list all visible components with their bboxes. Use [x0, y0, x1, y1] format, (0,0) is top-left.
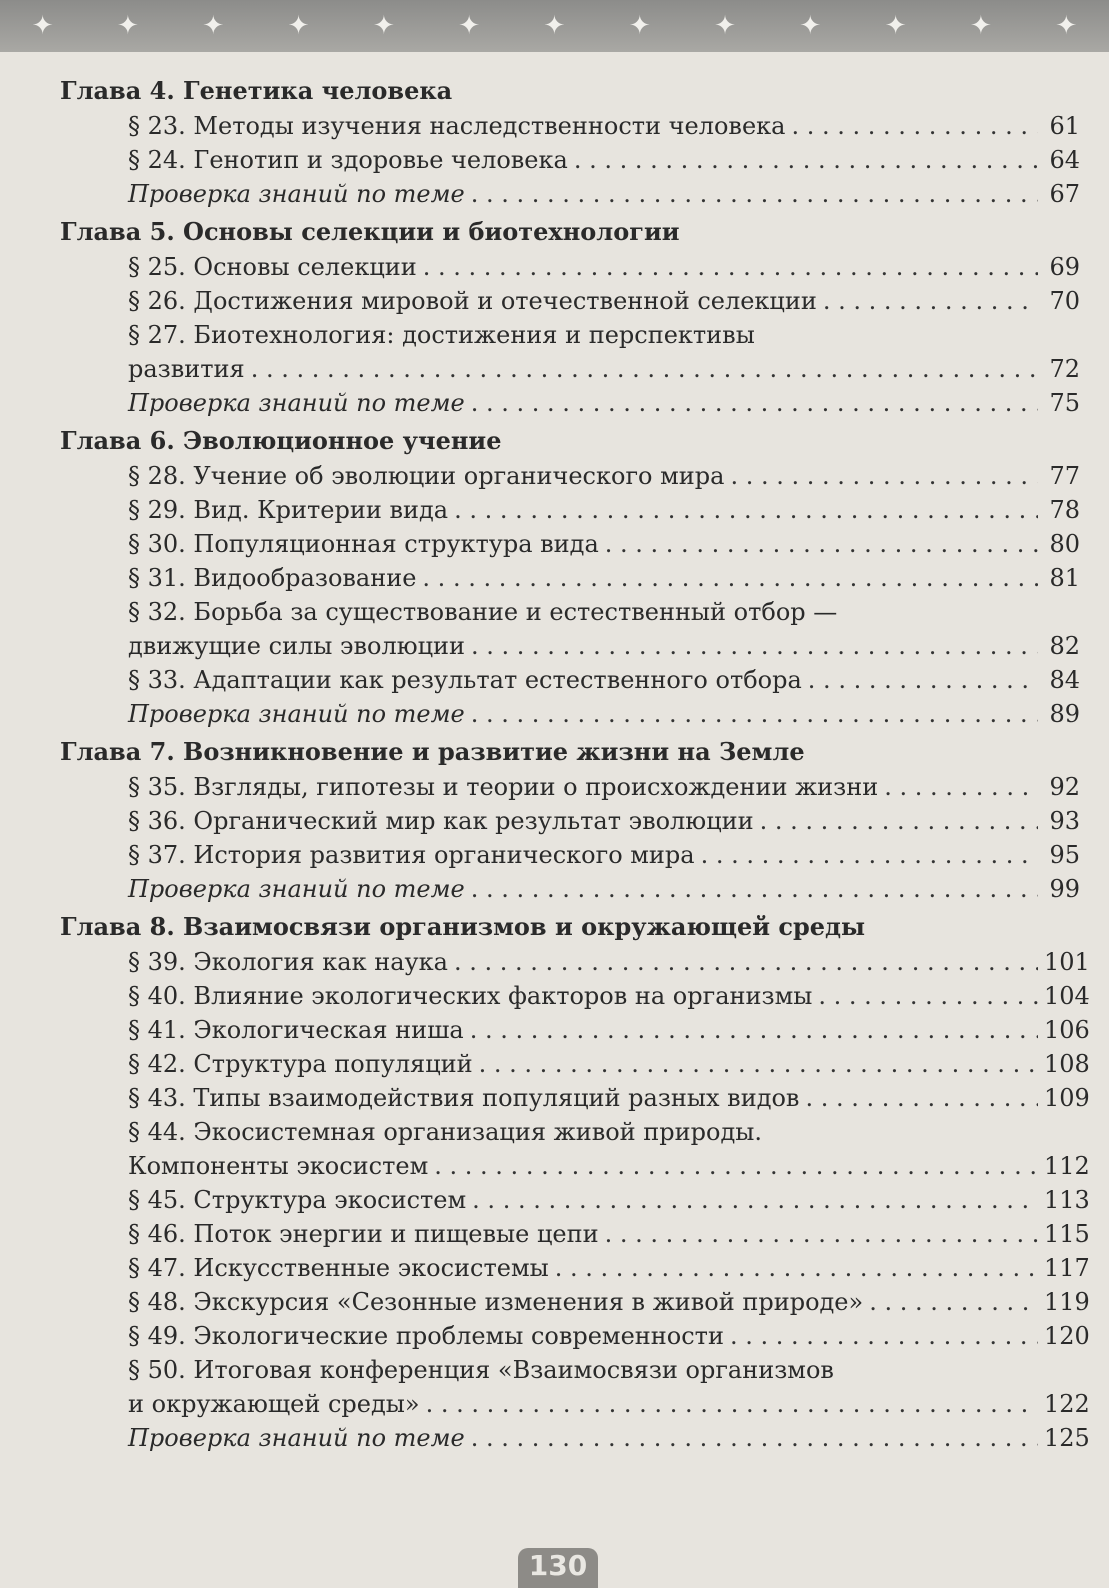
dot-leader: [471, 386, 1038, 420]
toc-entry: [128, 1047, 1090, 1081]
toc-entry: [128, 1387, 1090, 1421]
bird-icon: ✦: [970, 11, 992, 41]
toc-entry-first-line: § 44. Экосистемная организация живой природы.: [128, 1118, 762, 1146]
toc-entry-label: § 45. Структура экосистем: [128, 1186, 467, 1214]
toc-entry-page: 109: [1044, 1084, 1090, 1112]
toc-entry-page: 115: [1044, 1220, 1090, 1248]
dot-leader: [823, 284, 1038, 318]
toc-entry-label: Компоненты экосистем: [128, 1152, 429, 1180]
toc-entry-label: Проверка знаний по теме: [128, 389, 465, 417]
toc-entry: [128, 770, 1080, 804]
chapter-title: Глава 8. Взаимосвязи организмов и окружающей среды: [60, 912, 866, 941]
toc-entry: [128, 177, 1080, 211]
chapter-title: Глава 4. Генетика человека: [60, 76, 453, 105]
fly-icon: ✦: [714, 11, 736, 41]
decorative-animal-band: [0, 0, 1109, 52]
dot-leader: [422, 561, 1038, 595]
toc-entry: [128, 143, 1080, 177]
toc-entry-label: § 39. Экология как наука: [128, 948, 448, 976]
dot-leader: [605, 1217, 1038, 1251]
toc-entry-label: § 26. Достижения мировой и отечественной селекции: [128, 287, 817, 315]
toc-entry-first-line: § 27. Биотехнология: достижения и перспективы: [128, 321, 755, 349]
chapter-title: Глава 6. Эволюционное учение: [60, 426, 502, 455]
toc-entry-page: 80: [1049, 530, 1080, 558]
horse-icon: ✦: [287, 11, 310, 41]
dog-icon: ✦: [543, 11, 566, 41]
dot-leader: [426, 1387, 1038, 1421]
toc-entry-page: 119: [1044, 1288, 1090, 1316]
toc-entry: [128, 250, 1080, 284]
toc-entry-page: 125: [1044, 1424, 1090, 1452]
dot-leader: [471, 629, 1038, 663]
toc-entry-label: § 33. Адаптации как результат естественного отбора: [128, 666, 802, 694]
chapter: [60, 215, 1080, 420]
dot-leader: [471, 872, 1038, 906]
toc-entry-page: 64: [1049, 146, 1080, 174]
toc-entry-label: § 29. Вид. Критерии вида: [128, 496, 449, 524]
toc-entry-label: § 28. Учение об эволюции органического мира: [128, 462, 725, 490]
toc-entry-page: 81: [1049, 564, 1080, 592]
bird-icon: ✦: [628, 11, 651, 41]
dot-leader: [818, 979, 1038, 1013]
toc-entry-label: Проверка знаний по теме: [128, 875, 465, 903]
toc-entry-label: движущие силы эволюции: [128, 632, 466, 660]
rhino-icon: ✦: [799, 11, 822, 41]
toc-entry-label: развития: [128, 355, 245, 383]
toc-entry-label: Проверка знаний по теме: [128, 700, 465, 728]
dot-leader: [423, 250, 1038, 284]
chapter: [60, 74, 1080, 211]
toc-entry-page: 77: [1049, 462, 1080, 490]
toc-entry-label: § 37. История развития органического мира: [128, 841, 695, 869]
toc-entry-first-line: § 50. Итоговая конференция «Взаимосвязи организмов: [128, 1356, 834, 1384]
cat-icon: ✦: [884, 11, 907, 41]
dot-leader: [471, 697, 1038, 731]
toc-entry: [128, 527, 1080, 561]
chapter: [60, 735, 1080, 906]
toc-entry-label: § 30. Популяционная структура вида: [128, 530, 599, 558]
toc-entry-page: 75: [1049, 389, 1080, 417]
toc-entry-page: 61: [1049, 112, 1080, 140]
toc-entry-page: 108: [1044, 1050, 1090, 1078]
toc-entry: [128, 1081, 1090, 1115]
toc-entry: [128, 697, 1080, 731]
toc-entry-label: § 24. Генотип и здоровье человека: [128, 146, 568, 174]
toc-entry: [128, 804, 1080, 838]
toc-entry: [128, 838, 1080, 872]
toc-entry: [128, 629, 1080, 663]
toc-entry-label: и окружающей среды»: [128, 1390, 420, 1418]
toc-entry-page: 120: [1044, 1322, 1090, 1350]
chapter: [60, 424, 1080, 731]
toc-entry-page: 78: [1049, 496, 1080, 524]
toc-entry: [128, 459, 1080, 493]
toc-entry-label: § 25. Основы селекции: [128, 253, 417, 281]
dot-leader: [454, 493, 1038, 527]
toc-entry-page: 82: [1049, 632, 1080, 660]
dot-leader: [884, 770, 1038, 804]
toc-entry-page: 113: [1044, 1186, 1090, 1214]
toc-entry-page: 92: [1049, 773, 1080, 801]
chapter: [60, 910, 1090, 1455]
toc-entry-label: § 35. Взгляды, гипотезы и теории о происхождении жизни: [128, 773, 879, 801]
dot-leader: [471, 177, 1038, 211]
toc-entry: [128, 109, 1080, 143]
dot-leader: [471, 1421, 1038, 1455]
toc-entry-first-line: § 32. Борьба за существование и естественный отбор —: [128, 598, 838, 626]
toc-entry-page: 117: [1044, 1254, 1090, 1282]
toc-entry: [128, 1251, 1090, 1285]
toc-entry-page: 112: [1044, 1152, 1090, 1180]
toc-entry-label: § 40. Влияние экологических факторов на организмы: [128, 982, 813, 1010]
toc-entry-label: § 47. Искусственные экосистемы: [128, 1254, 549, 1282]
toc-entry-label: § 36. Органический мир как результат эволюции: [128, 807, 754, 835]
toc-entry: [128, 493, 1080, 527]
toc-entry: [128, 386, 1080, 420]
dot-leader: [605, 527, 1038, 561]
toc-entry-page: 106: [1044, 1016, 1090, 1044]
toc-entry-label: § 49. Экологические проблемы современности: [128, 1322, 724, 1350]
dot-leader: [730, 459, 1038, 493]
toc-entry: [128, 1285, 1090, 1319]
dot-leader: [555, 1251, 1038, 1285]
toc-entry: [128, 663, 1080, 697]
dot-leader: [701, 838, 1038, 872]
toc-entry-label: § 43. Типы взаимодействия популяций разных видов: [128, 1084, 800, 1112]
scorpion-icon: ✦: [202, 11, 225, 41]
bison-icon: ✦: [31, 11, 54, 41]
toc-entry-label: § 46. Поток энергии и пищевые цепи: [128, 1220, 599, 1248]
dot-leader: [808, 663, 1038, 697]
table-of-contents: [60, 72, 1090, 1459]
dot-leader: [434, 1149, 1038, 1183]
dot-leader: [470, 1013, 1038, 1047]
toc-entry: [128, 1421, 1090, 1455]
toc-entry-page: 84: [1049, 666, 1080, 694]
dot-leader: [454, 945, 1038, 979]
toc-entry-page: 93: [1049, 807, 1080, 835]
dot-leader: [730, 1319, 1038, 1353]
toc-entry-label: Проверка знаний по теме: [128, 180, 465, 208]
dot-leader: [574, 143, 1038, 177]
toc-entry-page: 72: [1049, 355, 1080, 383]
toc-entry-label: § 31. Видообразование: [128, 564, 417, 592]
butterfly-icon: ✦: [117, 11, 139, 41]
fish-icon: ✦: [458, 11, 481, 41]
dot-leader: [869, 1285, 1038, 1319]
toc-entry: [128, 979, 1090, 1013]
toc-entry-page: 99: [1049, 875, 1080, 903]
toc-entry-page: 95: [1049, 841, 1080, 869]
butterfly-icon: ✦: [1055, 11, 1078, 41]
chapter-title: Глава 7. Возникновение и развитие жизни на Земле: [60, 737, 805, 766]
dot-leader: [791, 109, 1038, 143]
toc-entry-page: 70: [1049, 287, 1080, 315]
toc-entry-label: § 41. Экологическая ниша: [128, 1016, 464, 1044]
toc-entry-page: 69: [1049, 253, 1080, 281]
toc-entry-page: 67: [1049, 180, 1080, 208]
toc-entry: [128, 872, 1080, 906]
toc-entry-page: 89: [1049, 700, 1080, 728]
toc-entry: [128, 561, 1080, 595]
toc-entry: [128, 1013, 1090, 1047]
toc-entry-label: § 23. Методы изучения наследственности человека: [128, 112, 786, 140]
toc-entry-label: § 42. Структура популяций: [128, 1050, 473, 1078]
toc-entry: [128, 1183, 1090, 1217]
dot-leader: [479, 1047, 1038, 1081]
dot-leader: [760, 804, 1038, 838]
toc-entry-label: § 48. Экскурсия «Сезонные изменения в живой природе»: [128, 1288, 864, 1316]
toc-entry: [128, 1149, 1090, 1183]
dot-leader: [805, 1081, 1038, 1115]
toc-entry: [128, 284, 1080, 318]
toc-entry: [128, 1319, 1090, 1353]
dot-leader: [472, 1183, 1038, 1217]
bird-icon: ✦: [372, 11, 395, 41]
toc-entry: [128, 945, 1090, 979]
chapter-title: Глава 5. Основы селекции и биотехнологии: [60, 217, 680, 246]
toc-entry-label: Проверка знаний по теме: [128, 1424, 465, 1452]
toc-entry: [128, 352, 1080, 386]
toc-entry-page: 122: [1044, 1390, 1090, 1418]
toc-entry-page: 104: [1044, 982, 1090, 1010]
page-number: 130: [518, 1548, 598, 1588]
toc-entry: [128, 1217, 1090, 1251]
dot-leader: [251, 352, 1038, 386]
toc-entry-page: 101: [1044, 948, 1090, 976]
